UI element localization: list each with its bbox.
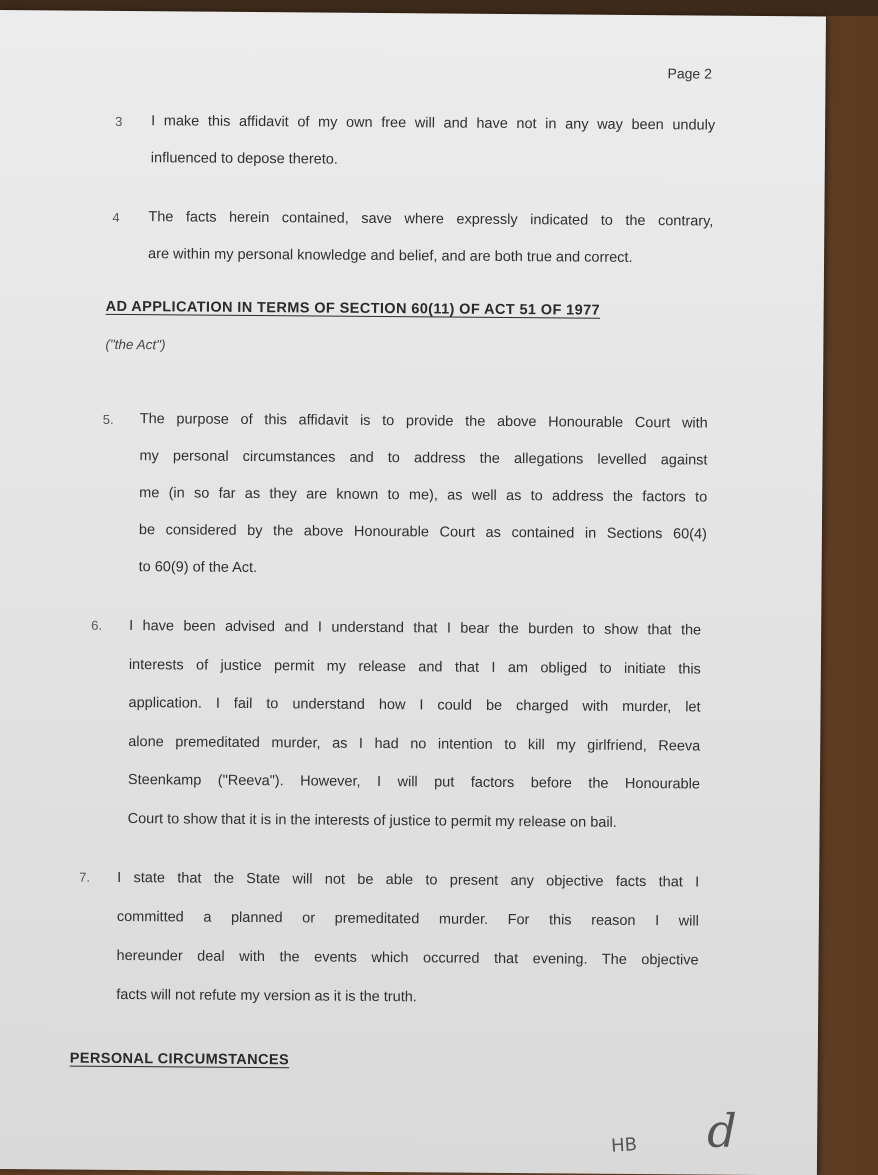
paragraph-line: I state that the State will not be able to present any objective facts that I (117, 869, 700, 891)
document-page (0, 10, 826, 1175)
paragraph-line: facts will not refute my version as it is the truth. (116, 986, 417, 1006)
paragraph-line: influenced to depose thereto. (150, 150, 338, 168)
paragraph-line: I make this affidavit of my own free will and have not in any way been unduly (151, 113, 716, 134)
paragraph-line: The facts herein contained, save where expressly indicated to the contrary, (148, 209, 714, 230)
page-number: Page 2 (667, 65, 712, 82)
paragraph-line: Steenkamp ("Reeva"). However, I will put factors before the Honourable (127, 772, 701, 793)
paragraph-line: interests of justice permit my release and that I am obliged to initiate this (128, 656, 701, 678)
handwritten-initials-right: d (707, 1103, 737, 1158)
personal-circumstances-heading: PERSONAL CIRCUMSTANCES (69, 1050, 290, 1069)
paragraph-line: be considered by the above Honourable Court as contained in Sections 60(4) (138, 522, 707, 543)
paragraph-line: The purpose of this affidavit is to provide the above Honourable Court with (139, 411, 708, 432)
paragraph-number: 5. (102, 411, 114, 427)
paragraph-line: application. I fail to understand how I could be charged with murder, let (128, 695, 701, 716)
paragraph-7 (116, 859, 699, 1020)
paragraph-line: Court to show that it is in the interests of justice to permit my release on bail. (127, 810, 617, 831)
paragraph-5 (138, 401, 707, 590)
handwritten-initials-left: HB (610, 1134, 638, 1157)
paragraph-line: alone premeditated murder, as I had no intention to kill my girlfriend, Reeva (128, 733, 701, 755)
paragraph-line: me (in so far as they are known to me), as well as to address the factors to (139, 485, 708, 506)
paragraph-number: 3 (115, 113, 123, 129)
paragraph-number: 4 (112, 209, 120, 225)
paragraph-number: 6. (91, 617, 103, 633)
paragraph-4 (148, 199, 714, 277)
paragraph-line: my personal circumstances and to address the allegations levelled against (139, 448, 708, 469)
paragraph-line: committed a planned or premeditated murder. For this reason I will (116, 908, 699, 930)
paragraph-line: hereunder deal with the events which occurred that evening. The objective (116, 947, 699, 969)
paragraph-6 (128, 607, 702, 842)
section-heading: AD APPLICATION IN TERMS OF SECTION 60(11) OF ACT 51 OF 1977 (105, 298, 601, 319)
paragraph-line: I have been advised and I understand that I bear the burden to show that the (129, 618, 702, 639)
paragraph-number: 7. (79, 869, 91, 885)
paragraph-line: to 60(9) of the Act. (138, 559, 258, 577)
paragraph-line: are within my personal knowledge and belief, and are both true and correct. (148, 246, 633, 266)
section-subheading: ("the Act") (105, 336, 166, 353)
paragraph-3 (151, 103, 716, 181)
